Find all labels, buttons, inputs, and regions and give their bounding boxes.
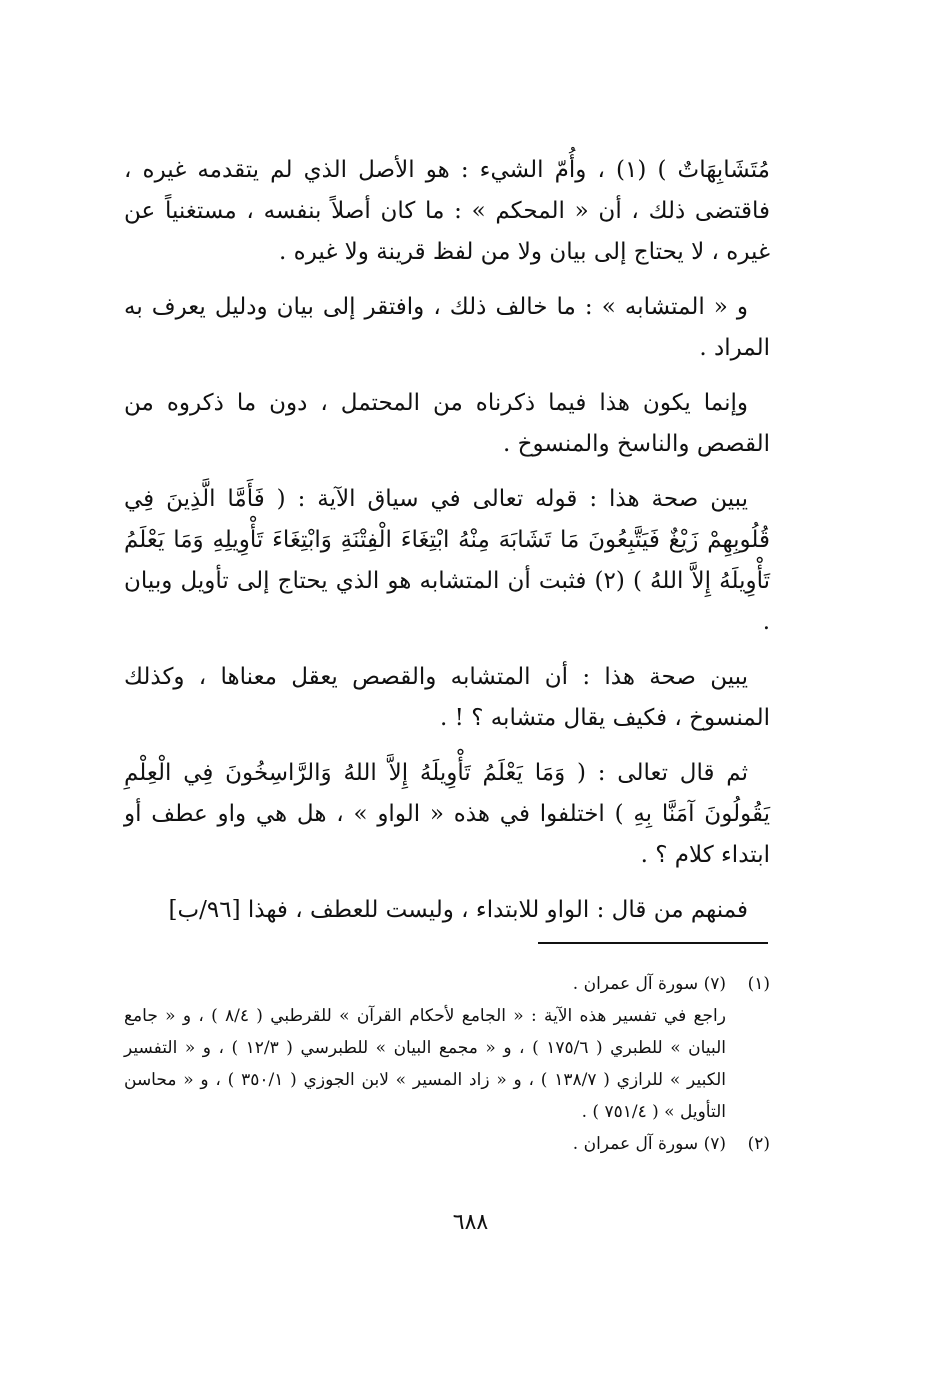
paragraph: فمنهم من قال : الواو للابتداء ، وليست للعطف ، فهذا [٩٦/ب] (168, 897, 748, 923)
paragraph: ثم قال تعالى : ( وَمَا يَعْلَمُ تَأْوِيلَهُ إِلاَّ اللهُ وَالرَّاسِخُونَ فِي الْعِلْمِ يَقُولُونَ آمَنَّا بِهِ ) اختلفوا في هذه « الواو » ، هل هي واو عطف أو ابتداء كلام ؟ . (124, 760, 770, 868)
paragraph: يبين صحة هذا : قوله تعالى في سياق الآية : ( فَأَمَّا الَّذِينَ فِي قُلُوبِهِمْ زَيْغٌ فَيَتَّبِعُونَ مَا تَشَابَهَ مِنْهُ ابْتِغَاءَ الْفِتْنَةِ وَابْتِغَاءَ تَأْوِيلِهِ وَمَا يَعْلَمُ تَأْوِيلَهُ إِلاَّ اللهُ ) (٢) فثبت أن المتشابه هو الذي يحتاج إلى تأويل وبيان . (124, 486, 771, 635)
footnote-divider (538, 942, 768, 944)
footnote-number: (١) (747, 974, 770, 994)
paragraph: وإنما يكون هذا فيما ذكرناه من المحتمل ، دون ما ذكروه من القصص والناسخ والمنسوخ . (124, 390, 770, 457)
footnote-source: (٧) سورة آل عمران . (572, 974, 726, 994)
footnote-1 (124, 968, 770, 1000)
footnote-source: (٧) سورة آل عمران . (572, 1134, 726, 1154)
paragraph: يبين صحة هذا : أن المتشابه والقصص يعقل معناها ، وكذلك المنسوخ ، فكيف يقال متشابه ؟ ! . (124, 664, 770, 731)
footnote-number: (٢) (747, 1134, 770, 1154)
footnote-detail: راجع في تفسير هذه الآية : « الجامع لأحكام القرآن » للقرطبي ( ٨/٤ ) ، و « جامع البيان » للطبري ( ١٧٥/٦ ) ، و « مجمع البيان » للطبرسي ( ١٢/٣ ) ، و « التفسير الكبير » للرازي ( ١٣٨/٧ ) ، و « زاد المسير » لابن الجوزي ( ٣٥٠/١ ) ، و « محاسن التأويل » ( ٧٥١/٤ ) . (124, 1006, 726, 1122)
page-number: ٦٨٨ (452, 1210, 489, 1235)
main-text (124, 150, 770, 945)
paragraph: و « المتشابه » : ما خالف ذلك ، وافتقر إلى بيان ودليل يعرف به المراد . (124, 294, 770, 361)
footnotes (124, 968, 770, 1160)
footnote-2 (124, 1128, 770, 1160)
paragraph: مُتَشَابِهَاتٌ ) (١) ، وأُمّ الشيء : هو الأصل الذي لم يتقدمه غيره ، فاقتضى ذلك ، أن « المحكم » : ما كان أصلاً بنفسه ، مستغنياً عن غيره ، لا يحتاج إلى بيان ولا من لفظ قرينة ولا غيره . (124, 157, 770, 265)
